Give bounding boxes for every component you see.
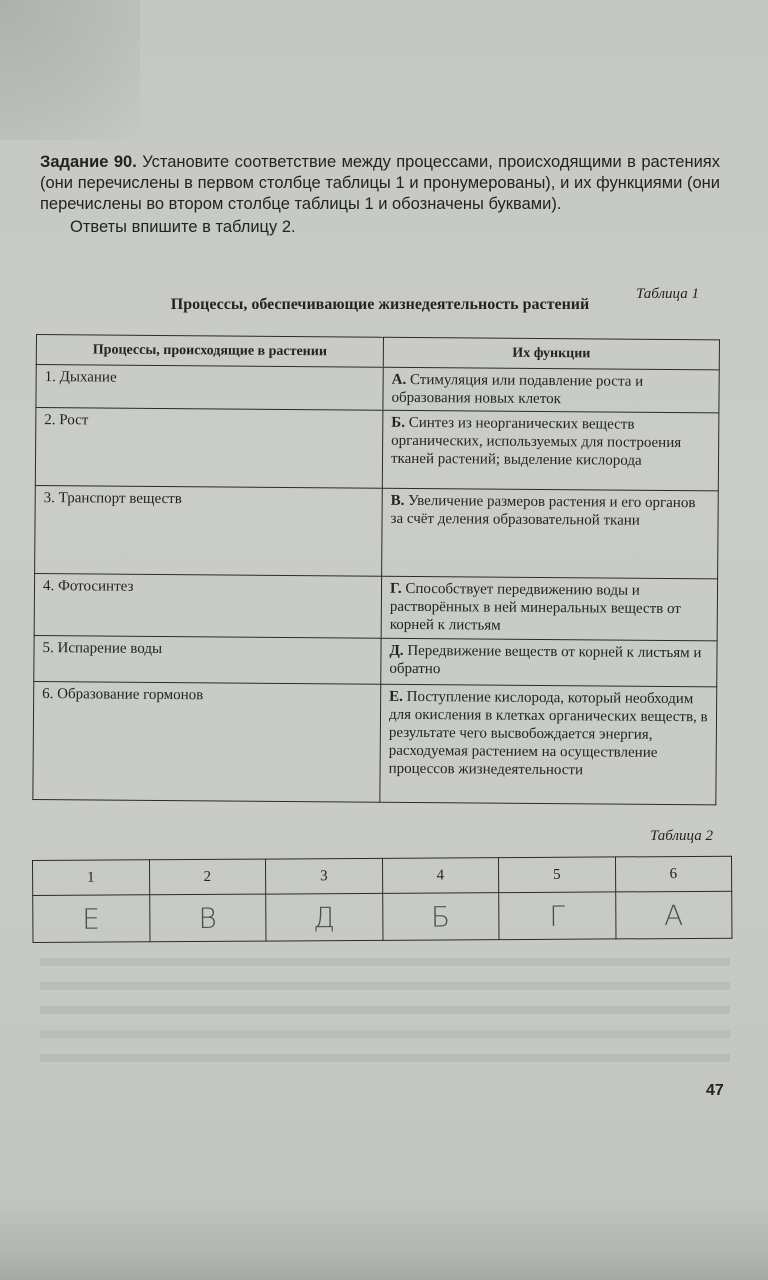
bleed-through-text xyxy=(40,942,730,1062)
function-letter: Б. xyxy=(391,414,406,431)
function-text: Поступление кислорода, который необходим для окисления в клетках органических веществ, в результате чего высвобождается энергия, расходуемая растением на осуществление процессов жизнедеятельности xyxy=(388,688,708,779)
task-title: Задание 90. xyxy=(40,153,137,171)
table-2 xyxy=(32,856,732,943)
task-text: Установите соответствие между процессами, происходящими в растениях (они перечислены в первом столбце таблицы 1 и пронумерованы), и их функциями (они перечислены во втором столбце таблицы 1 и обозначены буквами). xyxy=(40,153,720,213)
handwritten-answer: Г xyxy=(499,892,616,940)
function-letter: А. xyxy=(391,371,407,388)
number-cell: 6 xyxy=(615,856,732,892)
table2-caption: Таблица 2 xyxy=(650,828,713,844)
table-1 xyxy=(32,334,720,805)
function-letter: Д. xyxy=(389,642,404,659)
handwritten-answer: Е xyxy=(33,895,150,943)
number-cell: 5 xyxy=(498,857,615,893)
task-instruction: Ответы впишите в таблицу 2. xyxy=(70,218,296,236)
handwritten-answer: А xyxy=(615,891,732,939)
page-number: 47 xyxy=(706,1082,724,1099)
process-cell: 1. Дыхание xyxy=(36,365,383,411)
table1-caption: Таблица 1 xyxy=(636,286,699,302)
process-cell: 4. Фотосинтез xyxy=(34,573,381,638)
function-cell xyxy=(382,488,719,579)
table2-number-row xyxy=(33,856,732,895)
function-letter: Е. xyxy=(389,688,403,705)
function-cell xyxy=(381,576,717,641)
function-cell xyxy=(383,367,719,413)
handwritten-answer: Б xyxy=(382,893,499,941)
table-row xyxy=(35,485,719,578)
handwritten-answer: В xyxy=(149,894,266,942)
function-text: Способствует передвижению воды и растворённых в ней минеральных веществ от корней к листьям xyxy=(389,580,681,634)
number-cell: 3 xyxy=(265,858,382,894)
function-letter: Г. xyxy=(389,580,402,597)
number-cell: 1 xyxy=(33,860,150,896)
page-corner-shadow xyxy=(0,0,140,140)
table-row xyxy=(36,365,719,413)
function-letter: В. xyxy=(390,492,405,509)
col-functions: Их функции xyxy=(383,337,719,370)
process-cell: 2. Рост xyxy=(35,408,383,489)
function-text: Синтез из неорганических веществ органических, используемых для построения тканей растений; выделение кислорода xyxy=(390,414,682,469)
page-bottom-shadow xyxy=(0,1200,768,1280)
table1-heading: Процессы, обеспечивающие жизнедеятельность растений xyxy=(170,296,590,313)
table-row xyxy=(34,635,717,686)
process-cell: 6. Образование гормонов xyxy=(33,681,381,802)
col-processes: Процессы, происходящие в растении xyxy=(36,335,383,368)
task-paragraph xyxy=(40,152,720,215)
process-cell: 3. Транспорт веществ xyxy=(35,485,383,576)
table-row xyxy=(35,408,719,491)
process-cell: 5. Испарение воды xyxy=(34,635,381,684)
handwritten-answer: Д xyxy=(266,893,383,941)
function-cell xyxy=(382,410,719,491)
table-row xyxy=(34,573,717,640)
table-row xyxy=(33,681,717,804)
function-cell xyxy=(380,684,717,805)
function-text: Стимуляция или подавление роста и образования новых клеток xyxy=(391,371,644,408)
number-cell: 4 xyxy=(382,858,499,894)
task-block xyxy=(40,152,720,238)
function-cell xyxy=(381,638,717,687)
function-text: Увеличение размеров растения и его органов за счёт деления образовательной ткани xyxy=(390,492,696,529)
table2-answer-row xyxy=(33,891,732,942)
number-cell: 2 xyxy=(149,859,266,895)
function-text: Передвижение веществ от корней к листьям и обратно xyxy=(389,642,702,678)
